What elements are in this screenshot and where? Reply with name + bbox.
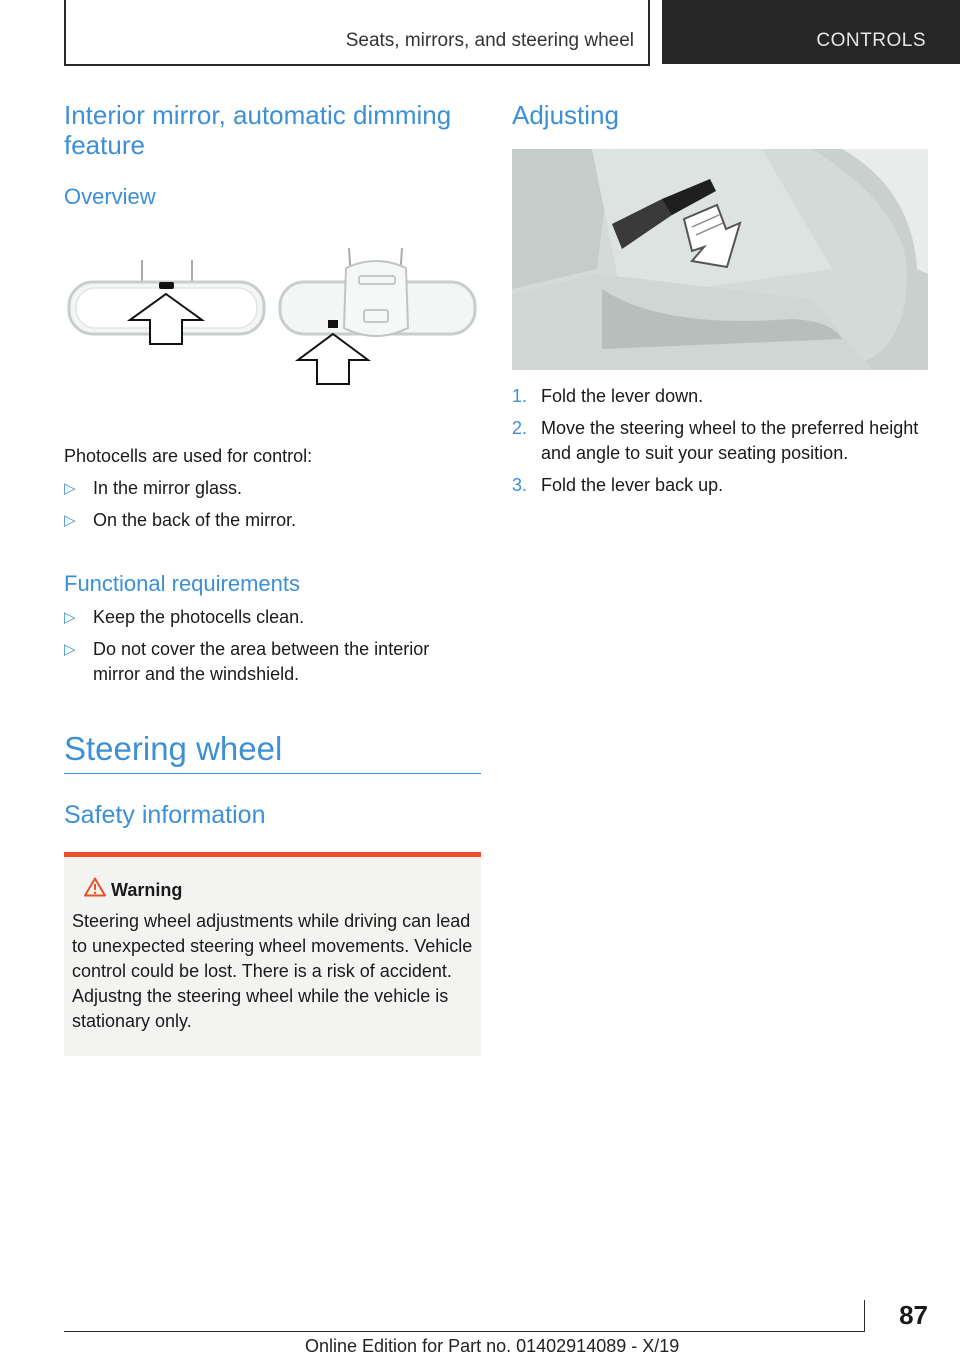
bullet-triangle-icon: ▷ — [64, 512, 76, 529]
right-column — [512, 100, 928, 498]
footer-edition: Online Edition for Part no. 01402914089 - X/19 — [305, 1336, 680, 1356]
list-item — [512, 384, 928, 409]
step-text: Fold the lever down. — [541, 386, 704, 406]
steering-wheel-heading: Steering wheel — [64, 730, 283, 767]
steering-lever-illustration-svg — [512, 149, 928, 370]
bullet-triangle-icon: ▷ — [64, 641, 76, 658]
functional-requirements-heading: Functional requirements — [64, 571, 301, 596]
footer-rule — [64, 1331, 864, 1332]
header-section-box — [64, 0, 650, 66]
header-section-title: Seats, mirrors, and steering wheel — [345, 30, 634, 51]
adjusting-heading: Adjusting — [512, 100, 619, 130]
warning-triangle-icon — [84, 877, 106, 897]
mirror-illustration-svg — [64, 248, 481, 428]
mirror-illustration — [64, 248, 481, 428]
warning-title-text: Warning — [111, 880, 183, 900]
steering-lever-illustration — [512, 149, 928, 370]
warning-box — [64, 852, 481, 1056]
list-item-text: On the back of the mirror. — [93, 510, 297, 530]
step-number: 1. — [512, 386, 528, 406]
warning-text: Steering wheel adjustments while driving can lead to unexpected steering wheel movements. Vehicle control could be lost. There is a risk of accident. Adjustng the steering wheel while the vehicle is stationary only. — [72, 911, 473, 1031]
left-column — [64, 100, 481, 1056]
step-number: 2. — [512, 418, 528, 438]
list-item — [512, 416, 928, 466]
adjusting-steps-list — [512, 384, 928, 498]
list-item — [512, 473, 928, 498]
footer-divider — [864, 1300, 865, 1332]
list-item — [64, 605, 481, 630]
header-chapter-tab — [662, 0, 960, 64]
title-line-2: feature — [64, 130, 145, 160]
safety-information-heading: Safety information — [64, 801, 266, 829]
overview-heading: Overview — [64, 184, 156, 209]
step-text: Move the steering wheel to the preferred height and angle to suit your seating position. — [541, 418, 919, 463]
list-item — [64, 637, 481, 687]
list-item — [64, 476, 481, 501]
list-item — [64, 508, 481, 533]
section-title-interior-mirror — [64, 100, 481, 160]
list-item-text: In the mirror glass. — [93, 478, 243, 498]
page-number: 87 — [899, 1300, 928, 1330]
list-item-text: Keep the photocells clean. — [93, 607, 305, 627]
step-number: 3. — [512, 475, 528, 495]
step-text: Fold the lever back up. — [541, 475, 724, 495]
heading-underline — [64, 773, 481, 774]
photocells-intro: Photocells are used for control: — [64, 446, 313, 466]
warning-title — [72, 877, 473, 903]
title-line-1: Interior mirror, automatic dimming — [64, 100, 452, 130]
bullet-triangle-icon: ▷ — [64, 480, 76, 497]
list-item-text: Do not cover the area between the interior mirror and the windshield. — [93, 639, 430, 684]
bullet-triangle-icon: ▷ — [64, 609, 76, 626]
header-chapter-label: CONTROLS — [816, 30, 926, 51]
